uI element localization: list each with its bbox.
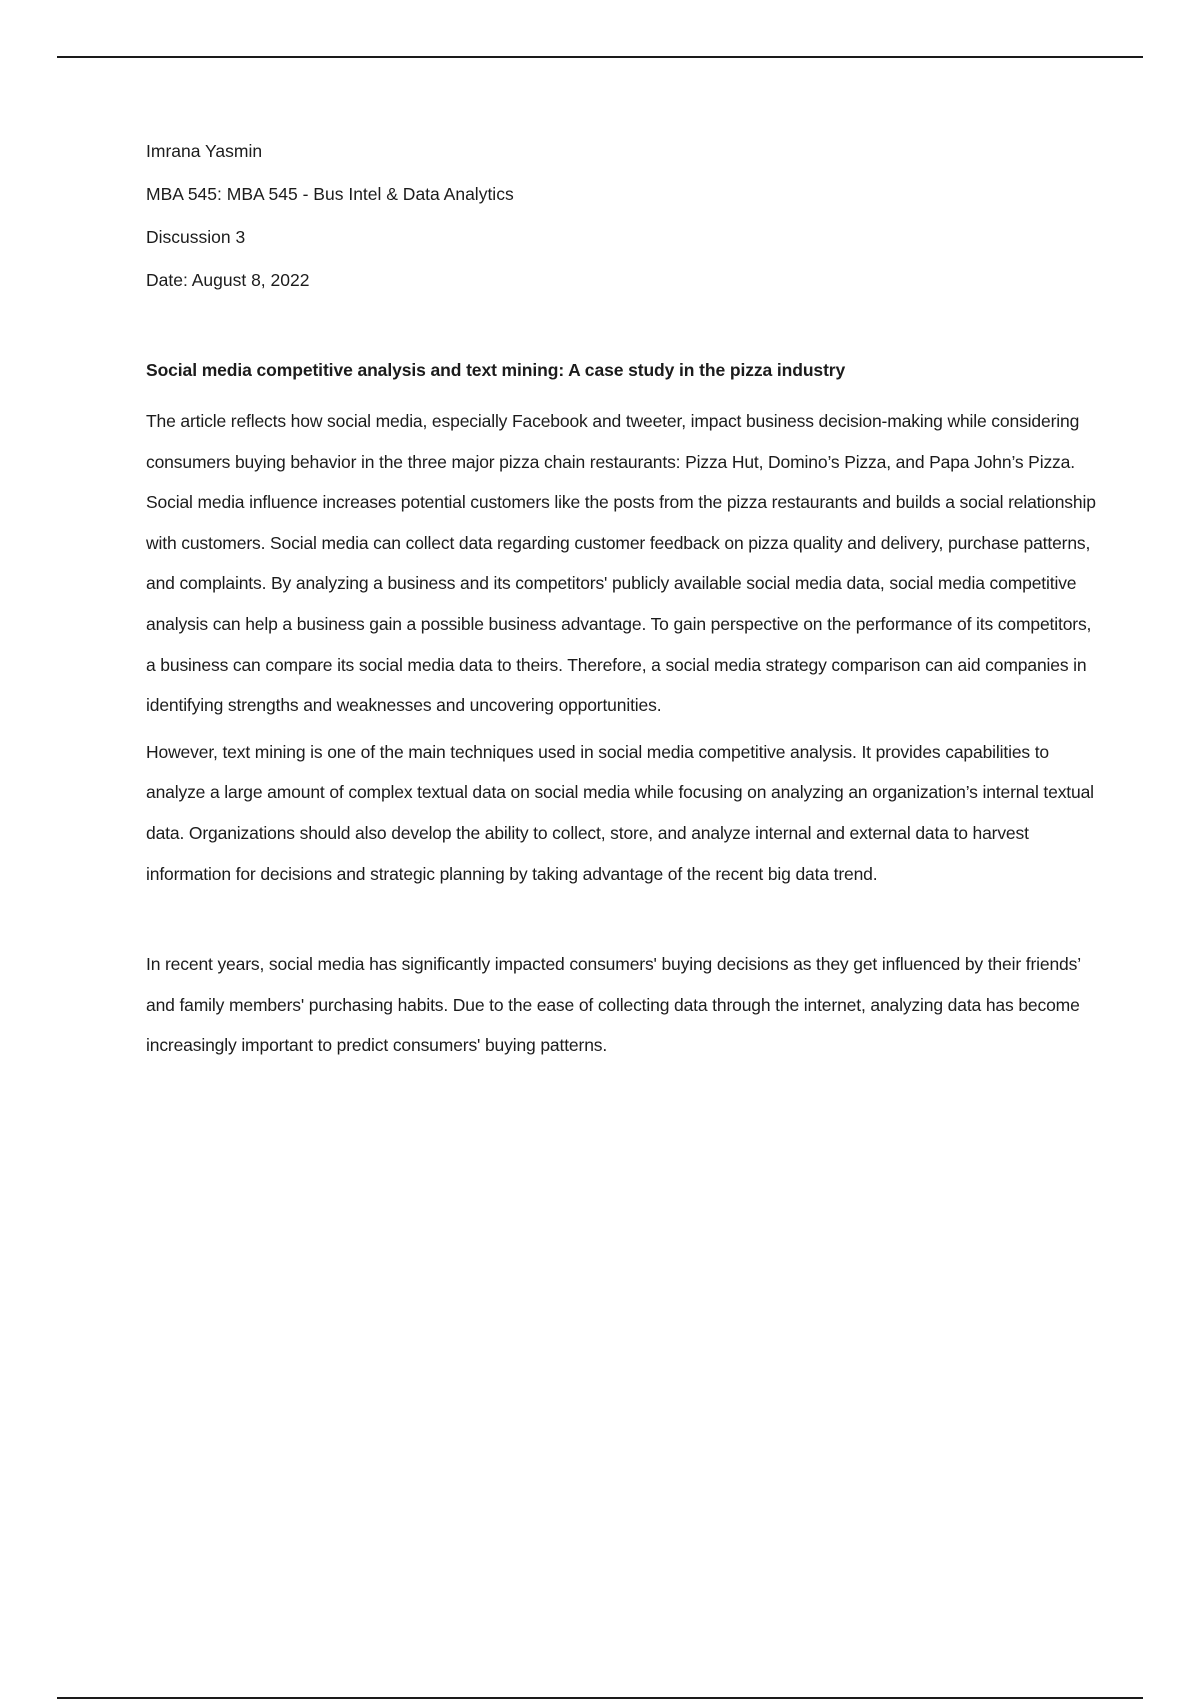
- top-rule: [57, 56, 1143, 58]
- document-date: Date: August 8, 2022: [146, 270, 310, 290]
- article-title: Social media competitive analysis and text mining: A case study in the pizza industry: [146, 360, 846, 380]
- paragraph-3: In recent years, social media has significantly impacted consumers' buying decisions as they get influenced by their friends’ and family members' purchasing habits. Due to the ease of collecting data through the internet, analyzing data has become increasingly important to predict consumers' buying patterns.: [146, 954, 1081, 1056]
- paragraph-2: However, text mining is one of the main techniques used in social media competitive analysis. It provides capabilities to analyze a large amount of complex textual data on social media while focusing on analyzing an organization’s internal textual data. Organizations should also develop the ability to collect, store, and analyze internal and external data to harvest information for decisions and strategic planning by taking advantage of the recent big data trend.: [146, 741, 1094, 884]
- assignment-name: Discussion 3: [146, 227, 246, 247]
- paragraph-1: The article reflects how social media, especially Facebook and tweeter, impact business decision-making while considering consumers buying behavior in the three major pizza chain restaurants: Pizza Hut, Domino’s Pizza, and Papa John’s Pizza. Social media influence increases potential customers like the posts from the pizza restaurants and builds a social relationship with customers. Social media can collect data regarding customer feedback on pizza quality and delivery, purchase patterns, and complaints. By analyzing a business and its competitors' publicly available social media data, social media competitive analysis can help a business gain a possible business advantage. To gain perspective on the performance of its competitors, a business can compare its social media data to theirs. Therefore, a social media strategy comparison can aid companies in identifying strengths and weaknesses and uncovering opportunities.: [146, 411, 1096, 716]
- bottom-rule: [57, 1697, 1143, 1699]
- document-body: [146, 140, 1096, 1072]
- author-name: Imrana Yasmin: [146, 141, 263, 161]
- course-name: MBA 545: MBA 545 - Bus Intel & Data Analytics: [146, 184, 514, 204]
